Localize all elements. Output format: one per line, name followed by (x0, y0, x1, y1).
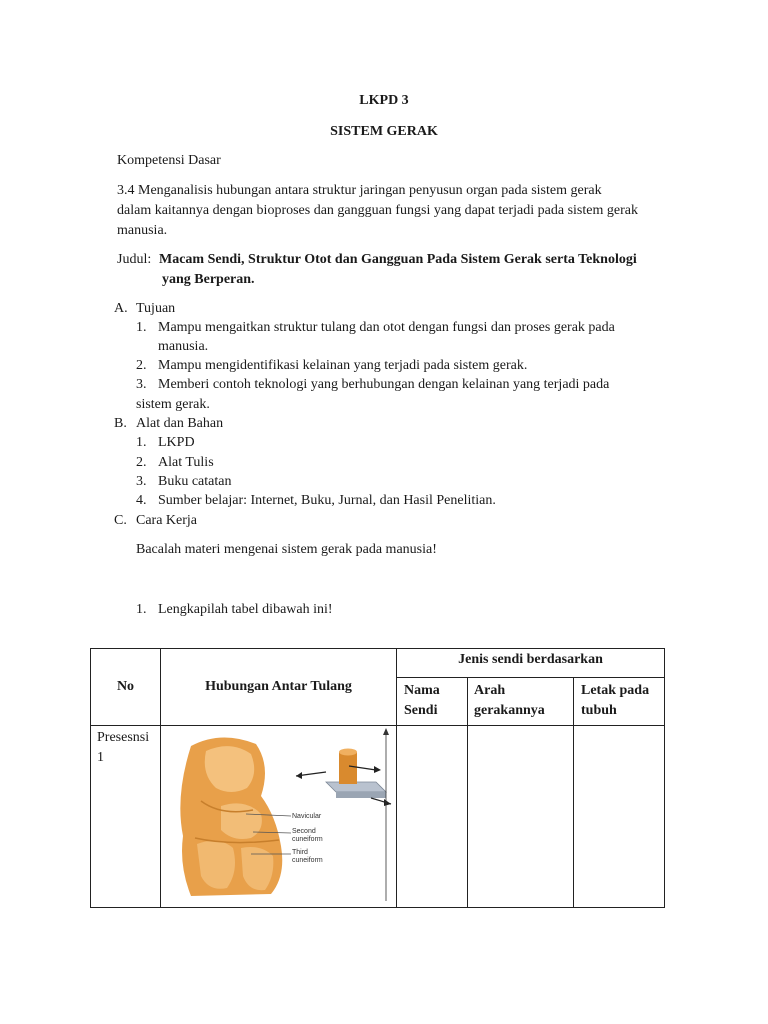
row-1-arah-gerakan[interactable] (468, 726, 574, 908)
row-1-nama-sendi[interactable] (397, 726, 468, 908)
foot-joint-illustration (161, 726, 397, 907)
cara-kerja-instruction: Bacalah materi mengenai sistem gerak pada manusia! (136, 542, 437, 557)
document-code: LKPD 3 (359, 93, 409, 108)
header-nama-sendi: Nama Sendi (397, 678, 468, 726)
alat-4-text: Sumber belajar: Internet, Buku, Jurnal, dan Hasil Penelitian. (158, 493, 496, 508)
header-jenis-sendi: Jenis sendi berdasarkan (397, 649, 665, 678)
tujuan-2-line-1: Mampu mengidentifikasi kelainan yang terjadi pada sistem gerak. (158, 358, 528, 373)
alat-2-text: Alat Tulis (158, 455, 214, 470)
section-c-marker: C. (114, 513, 127, 528)
tujuan-3-line-1: Memberi contoh teknologi yang berhubungan dengan kelainan yang terjadi pada (158, 377, 610, 392)
tujuan-3-line-2: sistem gerak. (136, 397, 210, 412)
label-third-1: Third (292, 849, 308, 856)
row-1-letak-tubuh[interactable] (574, 726, 665, 908)
row-1-no: Presesnsi 1 (91, 726, 161, 908)
label-second-2: cuneiform (292, 836, 323, 843)
document-title: SISTEM GERAK (330, 124, 438, 139)
section-c-title: Cara Kerja (136, 513, 198, 528)
judul-label: Judul: (117, 252, 152, 267)
section-a-marker: A. (114, 301, 128, 316)
section-b-title: Alat dan Bahan (136, 416, 224, 431)
alat-3-text: Buku catatan (158, 474, 232, 489)
label-navicular: Navicular (292, 813, 322, 820)
tujuan-1-number: 1. (136, 320, 147, 335)
alat-1-number: 1. (136, 435, 147, 450)
header-arah-gerakan: Arah gerakannya (468, 678, 574, 726)
section-a-title: Tujuan (136, 301, 176, 316)
kd-label: Kompetensi Dasar (117, 153, 221, 168)
header-no: No (91, 649, 161, 726)
foot-bones (180, 737, 282, 896)
step-1-number: 1. (136, 602, 147, 617)
header-letak-tubuh: Letak pada tubuh (574, 678, 665, 726)
judul-line-1: Macam Sendi, Struktur Otot dan Gangguan Pada Sistem Gerak serta Teknologi (159, 252, 637, 267)
header-hubungan: Hubungan Antar Tulang (161, 649, 397, 726)
tujuan-2-number: 2. (136, 358, 147, 373)
label-third-2: cuneiform (292, 857, 323, 864)
alat-4-number: 4. (136, 493, 147, 508)
kd-line-3: manusia. (117, 223, 168, 238)
step-1-text: Lengkapilah tabel dibawah ini! (158, 602, 333, 617)
kd-line-1: 3.4 Menganalisis hubungan antara struktur jaringan penyusun organ pada sistem gerak (117, 183, 602, 198)
judul-line-2: yang Berperan. (162, 272, 255, 287)
joint-table (90, 648, 665, 908)
alat-1-text: LKPD (158, 435, 195, 450)
alat-3-number: 3. (136, 474, 147, 489)
tujuan-1-line-2: manusia. (158, 339, 209, 354)
alat-2-number: 2. (136, 455, 147, 470)
row-1-image-cell (161, 726, 397, 908)
section-b-marker: B. (114, 416, 127, 431)
tujuan-3-number: 3. (136, 377, 147, 392)
kd-line-2: dalam kaitannya dengan bioproses dan gangguan fungsi yang dapat terjadi pada sistem gerak (117, 203, 638, 218)
label-second-1: Second (292, 828, 316, 835)
tujuan-1-line-1: Mampu mengaitkan struktur tulang dan otot dengan fungsi dan proses gerak pada (158, 320, 615, 335)
